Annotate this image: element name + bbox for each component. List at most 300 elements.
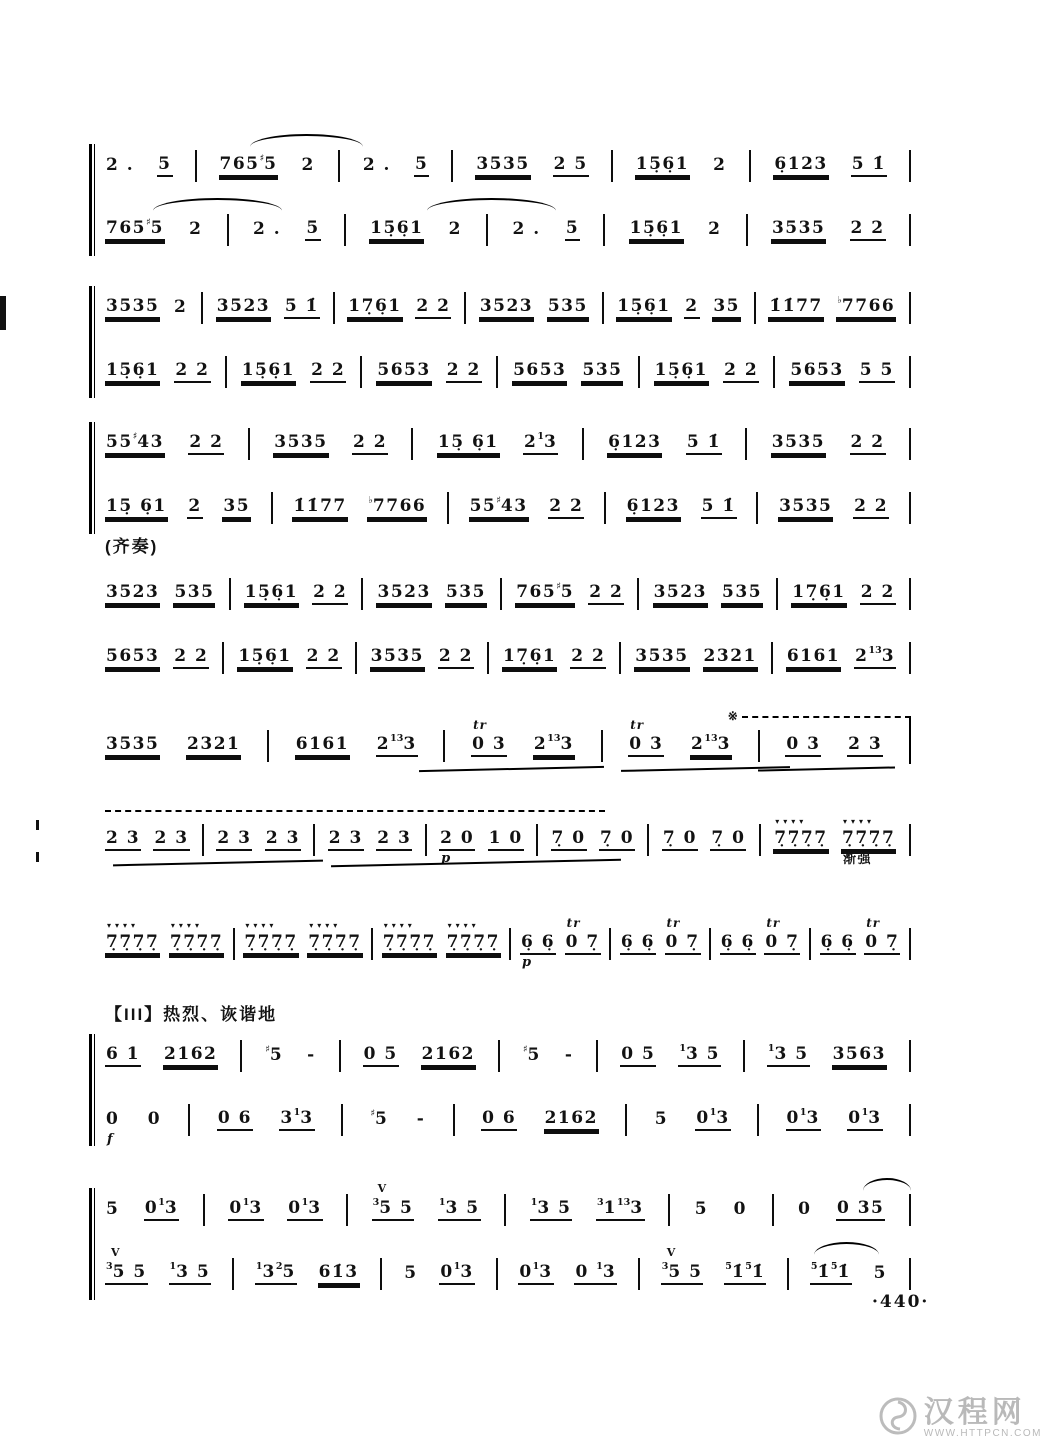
- note-digits: 0 6: [217, 1107, 252, 1128]
- barline: [638, 356, 640, 388]
- note-digits: -: [307, 1044, 316, 1065]
- watermark-site-url: WWW.HTTPCN.COM: [923, 1427, 1042, 1439]
- barline: [271, 492, 273, 524]
- note-group: [376, 359, 431, 383]
- grace-note: 13: [390, 732, 404, 744]
- note-digits: 5: [158, 153, 172, 174]
- note-group: [565, 915, 601, 955]
- note-group: [362, 154, 392, 176]
- barline: [355, 642, 357, 674]
- note-group: [352, 431, 388, 455]
- barline: [754, 292, 756, 324]
- note-group: [860, 581, 896, 605]
- note-digits: 7766: [841, 295, 896, 316]
- note-group: [105, 827, 141, 851]
- note-group: [105, 430, 165, 455]
- note-digits: 5: [527, 1044, 541, 1065]
- note-group: [530, 1196, 573, 1221]
- note-group: [403, 1262, 418, 1284]
- note-group: [864, 915, 900, 955]
- barline: [248, 428, 250, 460]
- note-digits: 2: [691, 733, 705, 754]
- barline: [232, 1258, 234, 1290]
- note-digits: 35: [713, 295, 740, 316]
- note-digits: 2 0: [440, 827, 475, 848]
- note-group: [307, 919, 362, 955]
- note-digits: 2 2: [311, 359, 346, 380]
- note-digits: 2: [188, 495, 202, 516]
- note-group: [186, 733, 241, 757]
- note-group: [512, 359, 567, 383]
- note-digits: 2: [301, 154, 315, 175]
- barline: [909, 1258, 911, 1290]
- accent-marks: ▾▾▾▾: [775, 815, 808, 826]
- grace-note: 1: [301, 1196, 309, 1208]
- note-digits: 61̇3: [318, 1261, 359, 1282]
- note-digits: 5: [404, 1262, 418, 1283]
- note-group: [771, 217, 826, 241]
- note-digits: 5 5: [112, 1261, 147, 1282]
- note-digits: 2: [685, 295, 699, 316]
- note-digits: 3523: [106, 581, 160, 602]
- note-digits: 2 2: [175, 359, 210, 380]
- grace-note: 3: [372, 1196, 380, 1208]
- slur-arc: [250, 134, 363, 150]
- note-digits: 15̣6̣1: [617, 295, 671, 316]
- section-label: 【III】热烈、诙谐地: [105, 1005, 278, 1024]
- note-digits: 3: [308, 1197, 322, 1218]
- barline: [773, 356, 775, 388]
- note-digits: 5: [106, 1198, 120, 1219]
- barline: [344, 214, 346, 246]
- barline: [203, 1194, 205, 1226]
- note-group: [421, 1043, 476, 1067]
- note-digits: 2: [448, 218, 463, 239]
- barline: [909, 824, 911, 856]
- note-digits: 7̣7̣7̣7̣: [106, 931, 160, 952]
- note-group: [105, 359, 160, 383]
- note-digits: 0 5: [621, 1043, 656, 1064]
- note-group: [305, 217, 320, 241]
- note-digits: 7̣7̣7̣7̣: [244, 931, 298, 952]
- note-group: [786, 1106, 821, 1131]
- note-digits: 3535: [635, 645, 689, 666]
- note-digits: 2 2: [313, 581, 348, 602]
- barline: [498, 1040, 500, 1072]
- note-group: [448, 218, 463, 240]
- note-group: [616, 295, 671, 319]
- note-group: [244, 581, 299, 605]
- note-group: [850, 217, 886, 241]
- score-line: [105, 280, 911, 336]
- barline: [267, 730, 269, 762]
- note-digits: 2 2: [549, 495, 584, 516]
- note-digits: 5 5: [668, 1261, 703, 1282]
- note-digits: 5: [654, 1108, 669, 1129]
- barline: [909, 1104, 911, 1136]
- scan-artifact: [0, 296, 6, 330]
- barline: [222, 642, 224, 674]
- note-digits: 2 2: [571, 645, 606, 666]
- barline: [909, 150, 911, 182]
- note-group: [570, 645, 606, 669]
- note-digits: 5: [150, 217, 164, 238]
- note-group: [797, 1198, 812, 1220]
- note-digits: 0: [519, 1261, 533, 1282]
- barline: [909, 492, 911, 524]
- note-digits: 5653: [377, 359, 431, 380]
- note-group: [515, 580, 575, 605]
- note-digits: 0 3: [472, 733, 507, 754]
- note-digits: 5653: [106, 645, 160, 666]
- note-group: [626, 495, 681, 519]
- note-digits: 3 5: [445, 1197, 480, 1218]
- note-group: [662, 827, 698, 851]
- grace-note: 3: [661, 1260, 669, 1272]
- note-group: [475, 153, 530, 177]
- note-digits: 0 7̣: [565, 931, 600, 952]
- note-digits: 0: [440, 1261, 454, 1282]
- note-digits: 0: [798, 1198, 812, 1219]
- note-group: [665, 915, 701, 955]
- note-group: [318, 1261, 360, 1285]
- trill-mark: tr: [766, 915, 781, 930]
- note-group: [712, 295, 741, 319]
- note-digits: 2 2: [850, 431, 885, 452]
- note-digits: 535: [582, 359, 623, 380]
- note-group: [723, 359, 759, 383]
- barline: [371, 928, 373, 960]
- note-group: [222, 495, 251, 519]
- note-group: [773, 153, 828, 177]
- note-group: [701, 495, 737, 519]
- grace-note: 1: [767, 1042, 775, 1054]
- note-digits: 3 5: [537, 1197, 572, 1218]
- grace-note: ♯: [265, 1043, 270, 1055]
- note-digits: 3: [539, 1261, 553, 1282]
- watermark-site-name: 汉程网: [923, 1395, 1026, 1429]
- note-digits: 15̣6̣1: [654, 359, 708, 380]
- note-digits: 7̣7̣7̣7̣: [382, 931, 437, 952]
- barline: [909, 356, 911, 388]
- note-group: [347, 295, 402, 319]
- note-group: [217, 1107, 253, 1131]
- watermark: [878, 1396, 1042, 1440]
- note-group: [265, 827, 301, 851]
- note-digits: 2 .: [106, 154, 135, 175]
- barline: [240, 1040, 242, 1072]
- barline: [601, 730, 603, 762]
- barline: [771, 642, 773, 674]
- note-group: [710, 827, 746, 851]
- note-group: [548, 495, 584, 519]
- note-group: [786, 645, 841, 669]
- note-digits: 5: [375, 1108, 389, 1129]
- barline: [500, 578, 502, 610]
- note-digits: 2: [174, 296, 188, 317]
- note-digits: 3: [262, 1261, 276, 1282]
- note-digits: 0 6: [482, 1107, 517, 1128]
- note-group: [105, 1108, 120, 1147]
- note-group: [105, 733, 160, 757]
- note-group: [654, 1108, 669, 1130]
- note-group: [252, 218, 282, 240]
- note-group: [767, 1042, 810, 1067]
- grace-note: 13: [547, 732, 561, 744]
- note-digits: 5: [269, 1044, 284, 1065]
- note-digits: 0 7̣: [865, 931, 900, 952]
- note-digits: 35: [223, 495, 251, 516]
- note-digits: 2: [713, 154, 727, 175]
- note-group: [369, 1107, 389, 1130]
- note-group: [851, 153, 887, 177]
- note-digits: 2 3: [848, 733, 883, 754]
- note-group: [173, 581, 215, 605]
- note-group: [219, 152, 279, 177]
- barline: [602, 292, 604, 324]
- note-group: [789, 359, 844, 383]
- note-digits: 2 2: [589, 581, 624, 602]
- note-digits: 17̣6̣1: [348, 295, 402, 316]
- grace-note: 1: [799, 1106, 807, 1118]
- barline: [464, 292, 466, 324]
- note-group: [481, 1107, 517, 1131]
- bow-mark: V: [377, 1181, 388, 1195]
- note-group: [620, 1043, 656, 1067]
- note-group: [382, 919, 437, 955]
- note-digits: 17̣6̣1: [792, 581, 846, 602]
- note-digits: 5 1̇: [686, 431, 721, 452]
- note-group: [547, 295, 589, 319]
- note-digits: 2: [189, 218, 203, 239]
- note-digits: 2: [708, 218, 722, 239]
- note-group: [695, 1106, 730, 1131]
- barline: [909, 578, 911, 610]
- grace-note: 1: [861, 1106, 869, 1118]
- page-number: ·440·: [872, 1292, 930, 1312]
- note-group: [581, 359, 623, 383]
- dynamic-mark: p: [522, 954, 533, 970]
- barline: [346, 1194, 348, 1226]
- note-group: [310, 359, 346, 383]
- note-group: [544, 1107, 599, 1131]
- note-digits: 2 3: [377, 827, 412, 848]
- note-digits: 2 2: [352, 431, 388, 452]
- note-digits: 15̣6̣1: [244, 581, 299, 602]
- note-group: [105, 495, 168, 519]
- note-digits: 535: [547, 295, 588, 316]
- note-digits: 3: [249, 1197, 263, 1218]
- note-group: [295, 733, 350, 757]
- note-digits: 3535: [779, 495, 833, 516]
- note-group: [376, 581, 431, 605]
- note-group: [174, 359, 210, 383]
- note-group: [264, 1043, 284, 1066]
- note-group: [284, 295, 320, 319]
- barline: [313, 824, 315, 856]
- note-group: [654, 359, 709, 383]
- note-digits: 5 1̇: [284, 295, 319, 316]
- note-digits: 3535: [370, 645, 424, 666]
- scan-artifact: [36, 852, 39, 862]
- barline: [637, 578, 639, 610]
- note-digits: 2 2: [306, 645, 341, 666]
- note-group: [596, 1196, 645, 1221]
- note-digits: 5 5: [379, 1197, 414, 1218]
- note-group: [163, 1043, 218, 1067]
- barline: [625, 1104, 627, 1136]
- note-digits: 3: [868, 1107, 882, 1128]
- note-digits: 2 2: [174, 645, 209, 666]
- note-group: [479, 295, 534, 319]
- note-group: [488, 827, 524, 851]
- barline: [443, 730, 445, 762]
- note-group: [712, 154, 727, 176]
- note-group: [370, 645, 425, 669]
- barline: [909, 642, 911, 674]
- barline: [380, 1258, 382, 1290]
- note-group: [768, 295, 823, 319]
- note-group: [841, 815, 896, 866]
- note-digits: 15̣6̣1: [241, 359, 296, 380]
- score-line: [105, 138, 911, 194]
- trill-mark: tr: [630, 717, 645, 732]
- note-digits: 0 7̣: [665, 931, 700, 952]
- note-digits: 3: [806, 1107, 820, 1128]
- note-group: [157, 153, 172, 177]
- note-group: [312, 581, 348, 605]
- note-group: [216, 827, 252, 851]
- barline: [647, 824, 649, 856]
- note-group: [574, 1260, 617, 1285]
- trill-mark: tr: [566, 915, 581, 930]
- note-group: [105, 295, 160, 319]
- score-line: [105, 480, 911, 536]
- note-group: [376, 732, 418, 757]
- grace-note: 5: [725, 1260, 732, 1272]
- note-group: [634, 645, 689, 669]
- grace-note: ♯: [522, 1043, 528, 1055]
- note-group: [810, 1260, 852, 1285]
- watermark-logo-icon: [878, 1396, 918, 1440]
- accent-marks: ▾▾▾▾: [170, 919, 203, 930]
- note-group: [105, 1245, 148, 1285]
- accent-marks: ▾▾▾▾: [245, 919, 278, 930]
- barline: [201, 292, 203, 324]
- barline: [776, 578, 778, 610]
- note-digits: 2: [524, 431, 538, 452]
- note-group: [820, 931, 856, 955]
- grace-note: 1: [679, 1042, 686, 1054]
- note-digits: 0 3: [786, 733, 821, 754]
- note-group: [522, 1043, 542, 1066]
- note-group: [564, 1044, 575, 1066]
- barline: [749, 150, 751, 182]
- note-digits: 2 2: [446, 359, 481, 380]
- barline: [758, 730, 760, 762]
- segno-mark: ※: [727, 709, 738, 723]
- note-digits: 7̣ 0: [662, 827, 697, 848]
- grace-note: 3: [597, 1196, 604, 1208]
- dynamic-mark: p: [441, 850, 452, 866]
- note-group: [439, 1260, 474, 1285]
- note-digits: 0: [288, 1197, 302, 1218]
- barline: [611, 150, 613, 182]
- barline: [909, 428, 911, 460]
- note-group: [105, 154, 135, 176]
- note-group: [471, 717, 507, 757]
- note-digits: 7̣7̣7̣7̣: [841, 827, 896, 848]
- score-line: [105, 344, 911, 400]
- note-digits: 2162: [164, 1043, 218, 1064]
- note-group: [588, 581, 624, 605]
- grace-note: 3: [106, 1260, 113, 1272]
- note-group: [273, 431, 328, 455]
- note-digits: 7̣7̣7̣7̣: [308, 931, 362, 952]
- note-digits: 15̣6̣1: [629, 217, 683, 238]
- barline: [759, 824, 761, 856]
- note-digits: 6 1: [106, 1043, 141, 1064]
- ottava-dashed-line: [727, 709, 911, 723]
- note-group: [169, 919, 224, 955]
- grace-note: 1: [438, 1196, 446, 1208]
- note-digits: 765: [516, 581, 557, 602]
- note-digits: 0: [106, 1108, 120, 1129]
- barline: [496, 1258, 498, 1290]
- note-digits: 7̣7̣7̣7̣: [774, 827, 828, 848]
- note-group: [438, 1196, 481, 1221]
- note-digits: 15̣6̣1: [635, 153, 690, 174]
- score-line: [105, 1182, 911, 1238]
- accent-marks: ▾▾▾▾: [107, 919, 140, 930]
- note-digits: 3 5: [774, 1043, 809, 1064]
- note-digits: 3535: [274, 431, 328, 452]
- note-digits: 7̣7̣7̣7̣: [446, 931, 500, 952]
- score-line: [105, 1092, 911, 1148]
- note-group: [414, 153, 429, 177]
- note-digits: 7̣7̣7̣7̣: [169, 931, 224, 952]
- note-group: [518, 1260, 553, 1285]
- scan-artifact: [36, 820, 39, 830]
- score-line: [105, 812, 911, 868]
- note-group: [607, 431, 662, 455]
- note-digits: 765: [219, 153, 260, 174]
- barline: [909, 214, 911, 246]
- note-digits: 2 3: [328, 827, 363, 848]
- barline: [360, 356, 362, 388]
- note-group: [469, 494, 529, 519]
- grace-note: ♭: [837, 294, 842, 306]
- barline: [909, 928, 911, 960]
- note-group: [629, 217, 684, 241]
- note-digits: 2 3: [265, 827, 300, 848]
- note-group: [105, 1043, 141, 1067]
- note-digits: 0: [733, 1198, 747, 1219]
- note-digits: 2: [855, 645, 869, 666]
- barline: [604, 492, 606, 524]
- slur-arc: [427, 198, 556, 214]
- note-digits: 2 3: [106, 827, 141, 848]
- barline: [536, 824, 538, 856]
- barline: [609, 928, 611, 960]
- grace-note: 13: [868, 644, 882, 656]
- note-digits: 6161: [295, 733, 350, 754]
- note-group: [367, 494, 427, 519]
- barline: [341, 1104, 343, 1136]
- trill-mark: tr: [866, 915, 881, 930]
- note-group: [306, 1044, 317, 1066]
- note-group: [832, 1043, 887, 1067]
